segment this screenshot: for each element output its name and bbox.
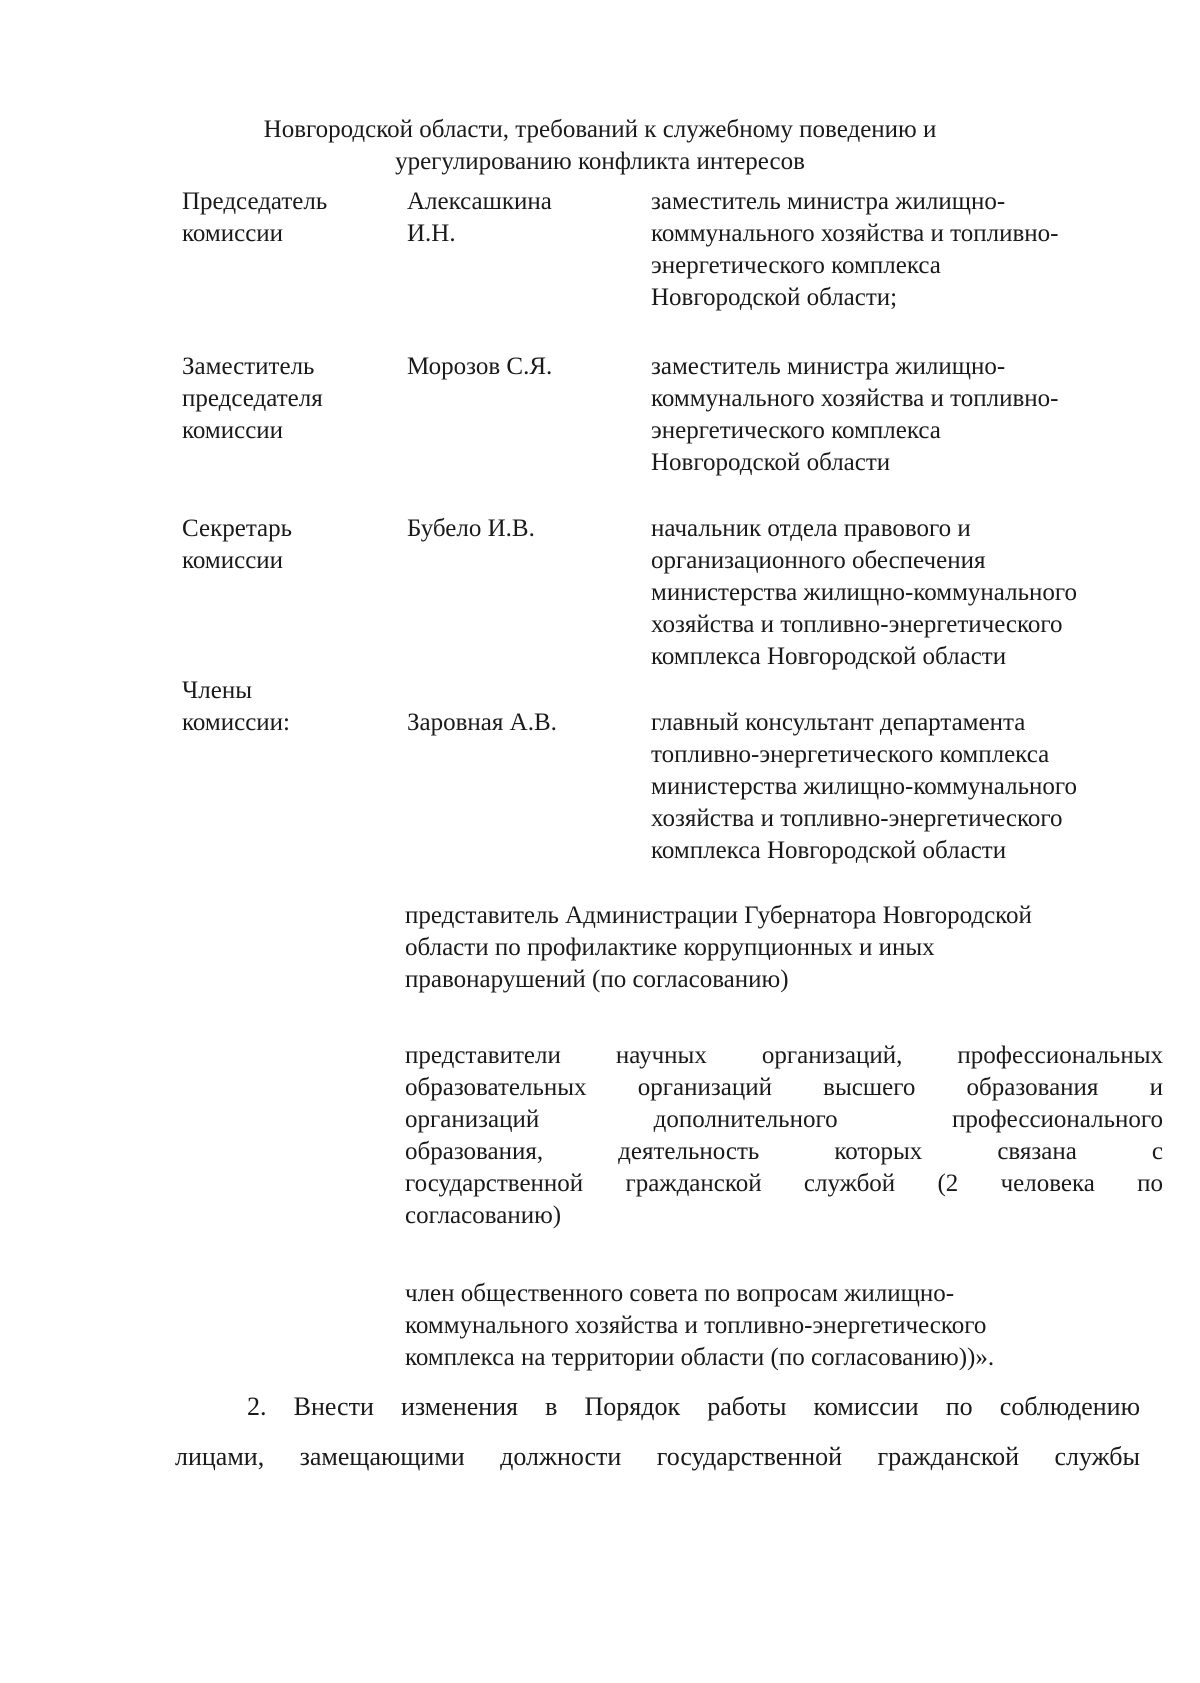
member-name: Бубело И.В. (407, 515, 535, 542)
member-position: начальник отдела правового и организационного обеспечения министерства жилищно-коммунального хозяйства и топливно-энергетического комплекса Новгородской области (651, 515, 1078, 670)
document-heading (200, 114, 1000, 178)
member-role: Председатель комиссии (182, 188, 328, 247)
member-position: главный консультант департамента топливно-энергетического комплекса министерства жилищно-коммунального хозяйства и топливно-энергетического комплекса Новгородской области (651, 709, 1078, 864)
member-name: Морозов С.Я. (407, 353, 553, 380)
heading-line: Новгородской области, требований к служебному поведению и (263, 116, 937, 143)
member-name: Алексашкина И.Н. (407, 188, 552, 247)
member-role: Члены комиссии: (182, 677, 290, 736)
member-position: заместитель министра жилищно- коммунального хозяйства и топливно- энергетического комплекса Новгородской области (651, 353, 1059, 476)
member-role: Заместитель председателя комиссии (182, 353, 323, 444)
member-paragraph-scientific-representatives: представители научных организаций, профессиональных образовательных организаций высшего образования и организаций дополнительного профессионального образования, деятельность которых связана с государственной гражданской службой (2 человека по согласованию) (405, 1042, 1163, 1229)
member-position: заместитель министра жилищно- коммунального хозяйства и топливно- энергетического комплекса Новгородской области; (651, 188, 1059, 311)
member-name: Заровная А.В. (407, 709, 557, 736)
body-paragraph-item-2: 2. Внести изменения в Порядок работы комиссии по соблюдению лицами, замещающими должности государственной гражданской службы (175, 1392, 1140, 1471)
member-paragraph-public-council: член общественного совета по вопросам жилищно- коммунального хозяйства и топливно-энергетического комплекса на территории области (по согласованию))». (405, 1280, 995, 1371)
heading-line: урегулированию конфликта интересов (395, 148, 805, 175)
member-paragraph-governor-representative: представитель Администрации Губернатора Новгородской области по профилактике коррупционных и иных правонарушений (по согласованию) (405, 902, 1032, 993)
member-role: Секретарь комиссии (182, 515, 293, 574)
